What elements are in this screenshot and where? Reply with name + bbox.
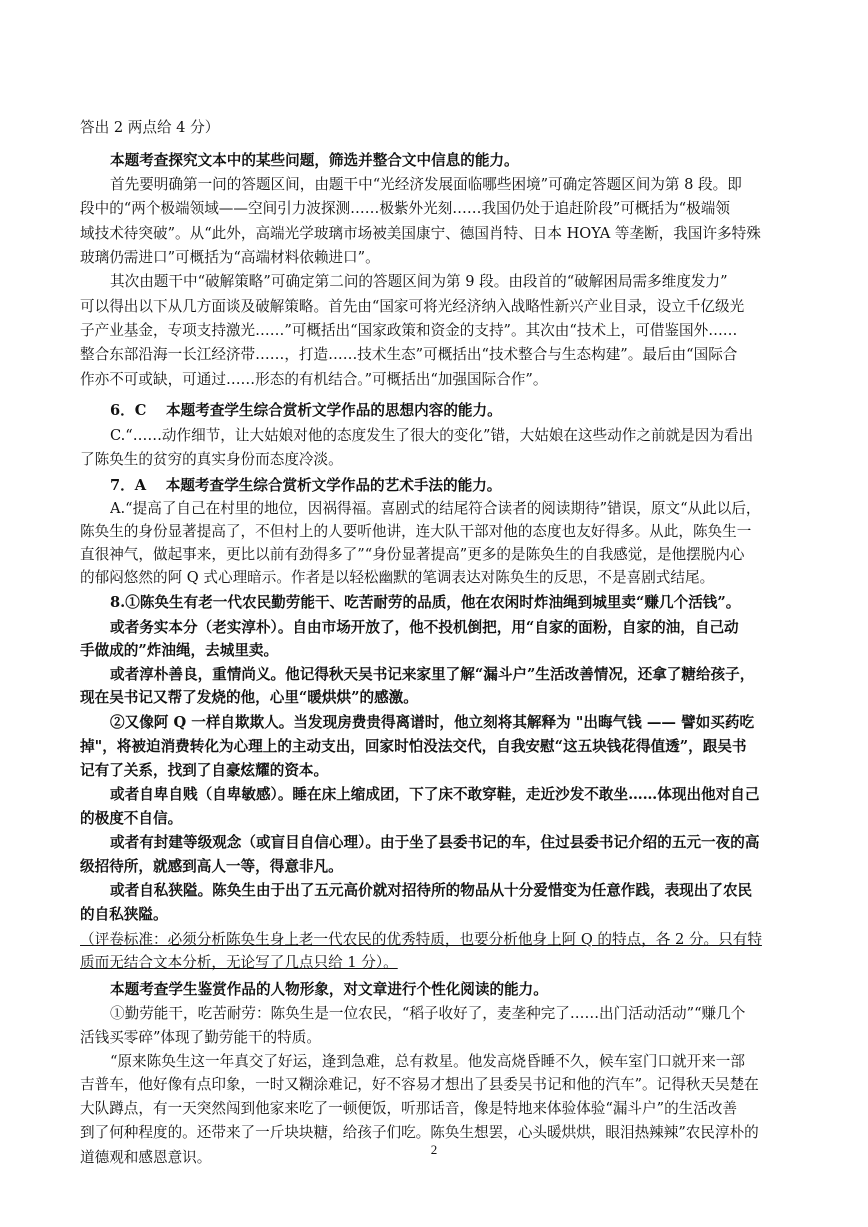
text-line: 或者自卑自贱（自卑敏感）。睡在床上缩成团，下了床不敢穿鞋，走近沙发不敢坐……体现出他对自己	[110, 786, 760, 803]
text-line: 段中的“两个极端领域——空间引力波探测……极紫外光刻……我国仍处于追赶阶段”可概括为“极端领	[80, 200, 730, 217]
text-line: 现在吴书记又帮了发烧的他，心里“暖烘烘”的感激。	[80, 689, 418, 706]
text-line: 其次由题干中“破解策略”可确定第二问的答题区间为第 9 段。由段首的“破解困局需多维度发力”	[110, 273, 728, 290]
text-line: 直很神气，做起事来，更比以前有劲得多了”“身份显著提高”更多的是陈奂生的自我感觉，是他摆脱内心	[80, 546, 745, 563]
scoring-note-line: （评卷标准：必须分析陈奂生身上老一代农民的优秀特质，也要分析他身上阿 Q 的特点，各 2 分。只有特	[80, 931, 762, 948]
text-line: 陈奂生的身份显著提高了，不但村上的人要听他讲，连大队干部对他的态度也友好得多。从此，陈奂生一	[80, 523, 752, 540]
text-line: 级招待所，就感到高人一等，得意非凡。	[80, 858, 343, 875]
text-line: 大队蹲点，有一天突然闯到他家来吃了一顿便饭，听那话音，像是特地来体验体验“漏斗户”的生活改善	[80, 1100, 738, 1117]
text-line: 答出 2 两点给 4 分）	[80, 119, 220, 136]
text-line: 本题考查学生鉴赏作品的人物形象，对文章进行个性化阅读的能力。	[110, 981, 548, 998]
text-line: 本题考查探究文本中的某些问题，筛选并整合文中信息的能力。	[110, 152, 519, 169]
text-line: 道德观和感恩意识。	[80, 1149, 212, 1166]
text-line: 玻璃仍需进口”可概括为“高端材料依赖进口”。	[80, 249, 380, 266]
text-line: 吉普车，他好像有点印象，一时又糊涂难记，好不容易才想出了县委吴书记和他的汽车”。记得秋天吴楚在	[80, 1076, 759, 1093]
text-line: 活钱买零碎”体现了勤劳能干的特质。	[80, 1029, 321, 1046]
text-line: 域技术待突破”。从“此外，高端光学玻璃市场被美国康宁、德国肖特、日本 HOYA 等垄断，我国许多特殊	[80, 225, 761, 242]
text-line: 了陈奂生的贫穷的真实身份而态度冷淡。	[80, 451, 343, 468]
text-line: 或者淳朴善良，重情尚义。他记得秋天吴书记来家里了解“漏斗户”生活改善情况，还拿了糖给孩子，	[110, 666, 755, 683]
text-line: 或者务实本分（老实淳朴）。自由市场开放了，他不投机倒把，用“自家的面粉，自家的油，自己动	[110, 619, 739, 636]
text-line: 整合东部沿海一长江经济带……，打造……技术生态”可概括出“技术整合与生态构建”。最后由“国际合	[80, 346, 738, 363]
text-line: “原来陈奂生这一年真交了好运，逢到急难，总有救星。他发高烧昏睡不久，候车室门口就开来一部	[110, 1053, 745, 1070]
text-line: 子产业基金，专项支持激光……”可概括出“国家政策和资金的支持”。其次由“技术上，可借鉴国外……	[80, 322, 738, 339]
text-line: 首先要明确第一问的答题区间，由题干中“光经济发展面临哪些困境”可确定答题区间为第 8 段。即	[110, 176, 742, 193]
text-line: ②又像阿 Q 一样自欺欺人。当发现房费贵得离谱时，他立刻将其解释为 "出晦气钱 —— 譬如买药吃	[110, 714, 755, 731]
text-line: A.“提高了自己在村里的地位，因祸得福。喜剧式的结尾符合读者的阅读期待”错误，原文“从此以后，	[110, 500, 761, 517]
text-line: 的自私狭隘。	[80, 906, 168, 923]
text-line: 到了何种程度的。还带来了一斤块块糖，给孩子们吃。陈奂生想罢，心头暖烘烘，眼泪热辣辣”农民淳朴的	[80, 1124, 759, 1141]
text-line: 可以得出以下从几方面谈及破解策略。首先由“国家可将光经济纳入战略性新兴产业目录，设立千亿级光	[80, 298, 745, 315]
text-line: 的极度不自信。	[80, 810, 183, 827]
text-line: 手做成的”炸油绳，去城里卖。	[80, 642, 279, 659]
page-number: 2	[430, 1142, 438, 1157]
scoring-note-line: 质而无结合文本分析，无论写了几点只给 1 分）。	[80, 954, 398, 971]
text-line: 8.①陈奂生有老一代农民勤劳能干、吃苦耐劳的品质，他在农闲时炸油绳到城里卖“赚几个活钱”。	[110, 594, 741, 611]
text-line: 作亦不可或缺，可通过……形态的有机结合。”可概括出“加强国际合作”。	[80, 371, 548, 388]
text-line: 掉"，将被迫消费转化为心理上的主动支出，回家时怕没法交代，自我安慰“这五块钱花得值透”，跟吴书	[80, 738, 747, 755]
text-line: 或者有封建等级观念（或盲目自信心理）。由于坐了县委书记的车，住过县委书记介绍的五元一夜的高	[110, 834, 760, 851]
text-line: 7．A 本题考查学生综合赏析文学作品的艺术手法的能力。	[110, 477, 502, 494]
text-line: ①勤劳能干，吃苦耐劳：陈奂生是一位农民，“稻子收好了，麦垄种完了……出门活动活动”“赚几个	[110, 1005, 746, 1022]
text-line: 或者自私狭隘。陈奂生由于出了五元高价就对招待所的物品从十分爱惜变为任意作践，表现出了农民	[110, 882, 753, 899]
text-line: 6．C 本题考查学生综合赏析文学作品的思想内容的能力。	[110, 402, 502, 419]
text-line: 记有了关系，找到了自豪炫耀的资本。	[80, 762, 329, 779]
text-line: 的郁闷悠然的阿 Q 式心理暗示。作者是以轻松幽默的笔调表达对陈奂生的反思，不是喜剧式结尾。	[80, 569, 715, 586]
text-line: C.“……动作细节，让大姑娘对他的态度发生了很大的变化”错，大姑娘在这些动作之前就是因为看出	[110, 427, 754, 444]
